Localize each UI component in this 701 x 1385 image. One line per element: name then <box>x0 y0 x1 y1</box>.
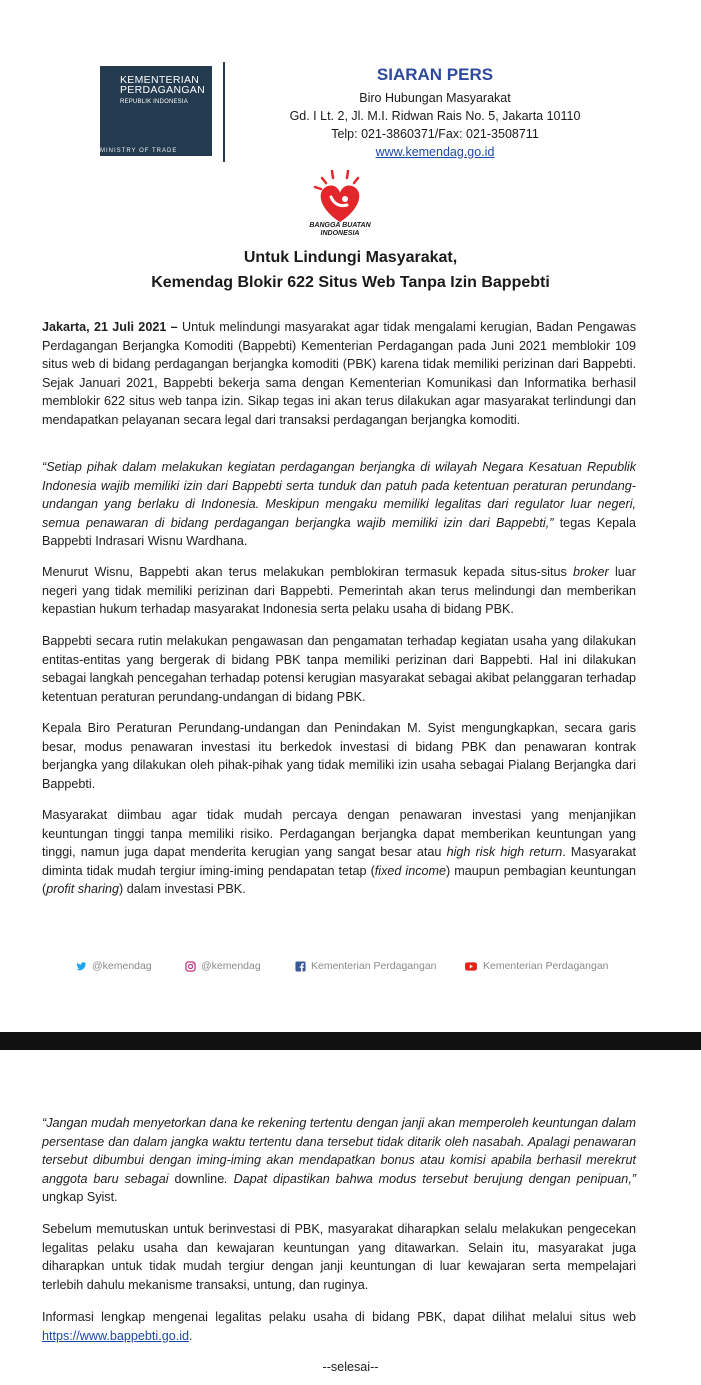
paragraph-1-text: Untuk melindungi masyarakat agar tidak mengalami kerugian, Badan Pengawas Perdagangan Berjangka Komoditi (Bappebti) Kementerian Perdagangan pada Juni 2021 memblokir 109 situs web di bidang perdagangan berjangka komoditi (PBK) karena tidak memiliki perizinan dari Bappebti. Sejak Januari 2021, Bappebti bekerja sama dengan Kementerian Komunikasi dan Informatika berhasil memblokir 622 situs web tanpa izin. Sikap tegas ini akan terus dilakukan agar masyarakat terlindungi dan mendapatkan pelayanan secara legal dari transaksi perdagangan berjangka komoditi. <box>42 320 636 427</box>
instagram-handle: @kemendag <box>201 960 261 972</box>
downline-term: downline <box>174 1171 225 1186</box>
bbi-logo-text <box>302 222 378 238</box>
facebook-page: Kementerian Perdagangan <box>311 960 437 972</box>
bbi-line-2: INDONESIA <box>320 230 360 237</box>
paragraph-5: Kepala Biro Peraturan Perundang-undangan dan Penindakan M. Syist mengungkapkan, secara garis besar, modus penawaran investasi itu berkedok investasi di bidang PBK dan penawaran kontrak berjangka yang dilakukan oleh pihak-pihak yang tidak memiliki izin usaha sebagai Pialang Berjangka dari Bappebti. <box>42 721 636 791</box>
paragraph-1 <box>42 318 636 429</box>
bappebti-website-link[interactable]: https://www.bappebti.go.id <box>42 1328 190 1343</box>
paragraph-6-italic: fixed income <box>374 863 447 878</box>
social-youtube[interactable] <box>464 960 609 972</box>
heart-icon <box>321 186 360 222</box>
bureau-name: Biro Hubungan Masyarakat <box>359 91 511 105</box>
paragraph-9-end: . <box>189 1328 193 1343</box>
logo-line-2: PERDAGANGAN <box>120 84 205 96</box>
social-instagram[interactable] <box>185 960 261 972</box>
logo-line-1: KEMENTERIAN <box>120 74 200 86</box>
paragraph-6-part: . Masyarakat diminta tidak mudah tergiur iming-iming pendapatan tetap ( <box>42 845 636 878</box>
ministry-logo <box>100 66 212 156</box>
paragraph-7 <box>42 1114 636 1207</box>
headline-line-2: Kemendag Blokir 622 Situs Web Tanpa Izin Bappebti <box>151 274 550 291</box>
headline-line-1: Untuk Lindungi Masyarakat, <box>243 249 458 266</box>
paragraph-6-italic: profit sharing <box>46 882 120 896</box>
quote-wisnu: “Setiap pihak dalam melakukan kegiatan perdagangan berjangka di wilayah Negara Kesatuan Republik Indonesia wajib memiliki izin dari Bappebti serta tunduk dan patuh pada ketentuan peraturan perundang-undangan yang berlaku di Indonesia. Meskipun mengaku memiliki legalitas dari regulator luar negeri, semua penawaran di bidang perdagangan berjangka wajib memiliki izin dari Bappebti,” <box>42 460 636 530</box>
social-twitter[interactable] <box>76 960 152 972</box>
website-link[interactable]: www.kemendag.go.id <box>375 145 495 159</box>
press-release-title: SIARAN PERS <box>376 65 494 84</box>
paragraph-4: Bappebti secara rutin melakukan pengawasan dan pengamatan terhadap kegiatan usaha yang dilakukan entitas-entitas yang bergerak di bidang PBK tanpa memiliki perizinan dari Bappebti. Hal ini dilakukan sebagai langkah pencegahan terhadap potensi kerugian masyarakat sebagai akibat pelanggaran terhadap ketentuan peraturan perundang-undangan di bidang PBK. <box>42 634 636 704</box>
bureau-address: Gd. I Lt. 2, Jl. M.I. Ridwan Rais No. 5, Jakarta 10110 <box>289 109 581 123</box>
twitter-handle: @kemendag <box>92 960 152 972</box>
social-facebook[interactable] <box>295 960 437 972</box>
paragraph-6-part: ) dalam investasi PBK. <box>119 882 246 896</box>
paragraph-3-part: Menurut Wisnu, Bappebti akan terus melakukan pemblokiran termasuk kepada situs-situs <box>42 565 574 579</box>
logo-line-3: REPUBLIK INDONESIA <box>120 99 188 105</box>
quote-syist-end: . Dapat dipastikan bahwa modus tersebut berujung dengan penipuan,” <box>224 1171 637 1186</box>
youtube-channel: Kementerian Perdagangan <box>483 960 609 972</box>
header-divider <box>223 62 225 162</box>
logo-motto: MINISTRY OF TRADE <box>100 148 178 154</box>
paragraph-6 <box>42 806 636 899</box>
paragraph-9-text: Informasi lengkap mengenai legalitas pelaku usaha di bidang PBK, dapat dilihat melalui situs web <box>42 1310 636 1324</box>
bbi-line-1: BANGGA BUATAN <box>309 222 371 229</box>
paragraph-6-part: ) maupun pembagian keuntungan ( <box>42 863 636 896</box>
paragraph-6-italic: high risk high return <box>446 845 563 859</box>
paragraph-3 <box>42 563 636 619</box>
paragraph-2 <box>42 458 636 551</box>
paragraph-3-italic: broker <box>573 565 609 579</box>
dateline: Jakarta, 21 Juli 2021 – <box>42 320 178 334</box>
youtube-icon <box>464 961 478 972</box>
page-break-bar <box>0 1032 701 1050</box>
paragraph-7-text: ungkap Syist. <box>42 1190 118 1204</box>
paragraph-8: Sebelum memutuskan untuk berinvestasi di PBK, masyarakat diharapkan selalu melakukan pengecekan legalitas pelaku usaha dan kewajaran keuntungan yang ditawarkan. Selain itu, masyarakat juga diharapkan untuk tidak mudah tergiur dengan janji keuntungan di luar kewajaran serta mempelajari terlebih dahulu mekanisme transaksi, untung, dan ruginya. <box>42 1222 636 1292</box>
paragraph-6-part: Masyarakat diimbau agar tidak mudah percaya dengan penawaran investasi yang menjanjikan keuntungan tinggi tanpa memiliki risiko. Perdagangan berjangka dapat memberikan keuntungan yang tinggi, namun juga dapat menderita kerugian yang sangat besar atau <box>42 808 636 859</box>
facebook-icon <box>295 961 306 972</box>
quote-syist: “Jangan mudah menyetorkan dana ke rekening tertentu dengan janji akan memperoleh keuntungan dalam persentase dan dalam jangka waktu tertentu dana tersebut tidak ditarik oleh nasabah. Apalagi penawaran tersebut dibumbui dengan iming-iming akan mendapatkan bonus atau komisi apabila berhasil merekrut anggota baru sebagai <box>42 1116 636 1186</box>
paragraph-3-part: luar negeri yang tidak memiliki perizinan dari Bappebti. Pemerintah akan terus melindungi dan memberikan kepastian hukum terhadap masyarakat Indonesia serta pelaku usaha di bidang PBK. <box>42 565 637 616</box>
paragraph-2-text: tegas Kepala Bappebti Indrasari Wisnu Wardhana. <box>42 515 636 548</box>
closing-mark: --selesai-- <box>322 1360 379 1374</box>
bureau-phone: Telp: 021-3860371/Fax: 021-3508711 <box>331 127 539 141</box>
instagram-icon <box>185 961 196 972</box>
paragraph-9 <box>42 1308 636 1345</box>
twitter-icon <box>76 961 87 972</box>
